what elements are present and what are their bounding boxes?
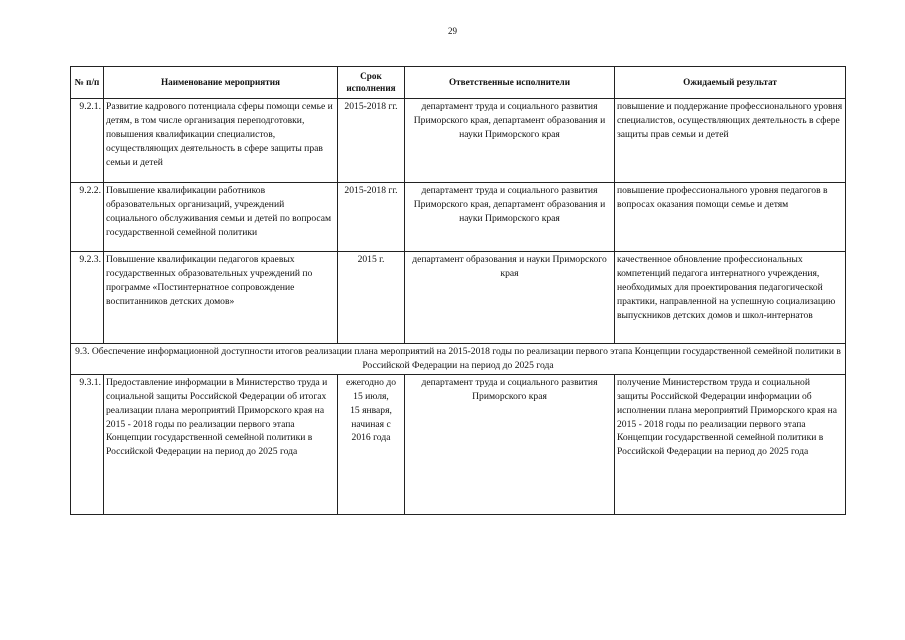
row-responsible: департамент образования и науки Приморского края [405, 252, 615, 344]
header-responsible: Ответственные исполнители [405, 67, 615, 99]
table-header-row [71, 67, 846, 99]
row-num: 9.3.1. [71, 374, 104, 514]
row-num: 9.2.2. [71, 183, 104, 252]
row-num: 9.2.1. [71, 99, 104, 183]
row-result: повышение и поддержание профессионального уровня специалистов, осуществляющих деятельность в сфере защиты прав семьи и детей [615, 99, 846, 183]
row-responsible: департамент труда и социального развития Приморского края, департамент образования и науки Приморского края [405, 99, 615, 183]
row-term: ежегодно до 15 июля, 15 января, начиная с 2016 года [338, 374, 405, 514]
row-term: 2015 г. [338, 252, 405, 344]
header-num: № п/п [71, 67, 104, 99]
table-row [71, 374, 846, 514]
row-name: Предоставление информации в Министерство труда и социальной защиты Российской Федерации об итогах реализации плана мероприятий Приморского края на 2015 - 2018 годы по реализации первого этапа Концепции государственной семейной политики в Российской Федерации на период до 2025 года [104, 374, 338, 514]
row-responsible: департамент труда и социального развития Приморского края, департамент образования и науки Приморского края [405, 183, 615, 252]
row-result: повышение профессионального уровня педагогов в вопросах оказания помощи семье и детям [615, 183, 846, 252]
page-number: 29 [448, 26, 457, 36]
row-term: 2015-2018 гг. [338, 99, 405, 183]
row-result: получение Министерством труда и социальной защиты Российской Федерации информации об исполнении плана мероприятий Приморского края на 2015 - 2018 годы по реализации первого этапа Концепции государственной семейной политики в Российской Федерации на период до 2025 года [615, 374, 846, 514]
header-term: Срок исполнения [338, 67, 405, 99]
row-name: Повышение квалификации работников образовательных организаций, учреждений социального обслуживания семьи и детей по вопросам государственной семейной политики [104, 183, 338, 252]
header-result: Ожидаемый результат [615, 67, 846, 99]
row-result: качественное обновление профессиональных компетенций педагога интернатного учреждения, необходимых для проектирования педагогической практики, направленной на успешную социализацию выпускников детских домов и школ-интернатов [615, 252, 846, 344]
measures-table [70, 66, 846, 515]
table-row [71, 252, 846, 344]
row-name: Развитие кадрового потенциала сферы помощи семье и детям, в том числе организация переподготовки, повышения квалификации специалистов, осуществляющих деятельность в сфере защиты прав семьи и детей [104, 99, 338, 183]
table-row [71, 183, 846, 252]
row-responsible: департамент труда и социального развития Приморского края [405, 374, 615, 514]
row-name: Повышение квалификации педагогов краевых государственных образовательных учреждений по программе «Постинтернатное сопровождение воспитанников детских домов» [104, 252, 338, 344]
row-num: 9.2.3. [71, 252, 104, 344]
header-name: Наименование мероприятия [104, 67, 338, 99]
row-term: 2015-2018 гг. [338, 183, 405, 252]
table-row [71, 99, 846, 183]
section-title: 9.3. Обеспечение информационной доступности итогов реализации плана мероприятий на 2015-2018 годы по реализации первого этапа Концепции государственной семейной политики в Российской Федерации на период до 2025 года [71, 344, 846, 375]
section-row [71, 344, 846, 375]
